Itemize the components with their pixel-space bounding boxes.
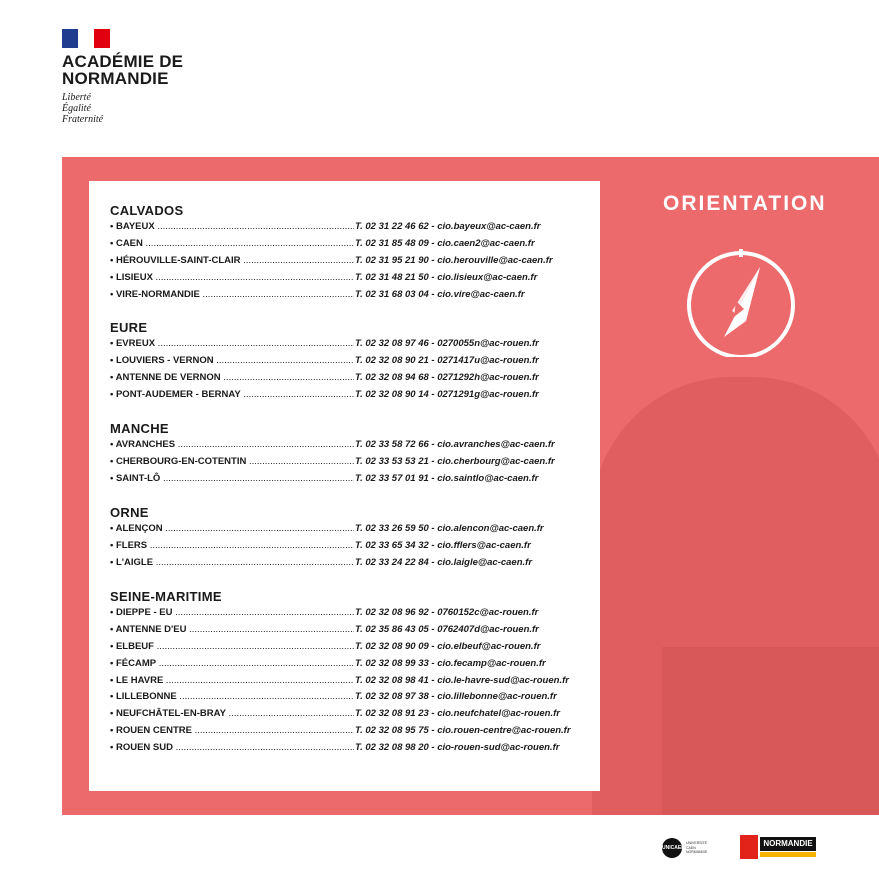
section-title: MANCHE (110, 421, 169, 436)
section-calvados (110, 203, 580, 303)
cio-directory-card (89, 181, 600, 791)
list-item: • LISIEUX ..... T. 02 31 48 21 50 - cio.lisieux@ac-caen.fr (110, 270, 580, 287)
list-item: • EVREUX ..... T. 02 32 08 97 46 - 0270055n@ac-rouen.fr (110, 336, 580, 353)
list-item: • ELBEUF ..... T. 02 32 08 90 09 - cio.elbeuf@ac-rouen.fr (110, 639, 580, 656)
compass-icon (672, 237, 812, 357)
list-item: • PONT-AUDEMER - BERNAY ..... T. 02 32 08 90 14 - 0271291g@ac-rouen.fr (110, 387, 580, 404)
section-manche (110, 421, 580, 488)
section-orne (110, 505, 580, 572)
list-item: • LILLEBONNE ..... T. 02 32 08 97 38 - cio.lillebonne@ac-rouen.fr (110, 689, 580, 706)
list-item: • DIEPPE - EU ..... T. 02 32 08 96 92 - 0760152c@ac-rouen.fr (110, 605, 580, 622)
list-item: • BAYEUX ..... T. 02 31 22 46 62 - cio.bayeux@ac-caen.fr (110, 219, 580, 236)
section-title: CALVADOS (110, 203, 184, 218)
institution-name: ACADÉMIE DE NORMANDIE (62, 52, 184, 88)
list-item: • ROUEN SUD ..... T. 02 32 08 98 20 - cio-rouen-sud@ac-rouen.fr (110, 740, 580, 757)
section-title: ORNE (110, 505, 149, 520)
region-emblem-icon (740, 835, 758, 859)
list-item: • VIRE-NORMANDIE ..... T. 02 31 68 03 04 - cio.vire@ac-caen.fr (110, 287, 580, 304)
list-item: • AVRANCHES ..... T. 02 33 58 72 66 - cio.avranches@ac-caen.fr (110, 437, 580, 454)
marianne-flag-icon (62, 29, 110, 48)
list-item: • FLERS ..... T. 02 33 65 34 32 - cio.fflers@ac-caen.fr (110, 538, 580, 555)
list-item: • LE HAVRE ..... T. 02 32 08 98 41 - cio.le-havre-sud@ac-rouen.fr (110, 673, 580, 690)
unicaen-mark: UNICAEN (662, 838, 682, 858)
list-item: • LOUVIERS - VERNON ..... T. 02 32 08 90 21 - 0271417u@ac-rouen.fr (110, 353, 580, 370)
list-item: • ROUEN CENTRE ..... T. 02 32 08 95 75 - cio.rouen-centre@ac-rouen.fr (110, 723, 580, 740)
list-item: • CHERBOURG-EN-COTENTIN ..... T. 02 33 53 53 21 - cio.cherbourg@ac-caen.fr (110, 454, 580, 471)
region-normandie-logo (740, 835, 816, 859)
section-title: SEINE-MARITIME (110, 589, 222, 604)
list-item: • ALENÇON ..... T. 02 33 26 59 50 - cio.alencon@ac-caen.fr (110, 521, 580, 538)
region-label: NORMANDIE (760, 837, 816, 851)
list-item: • FÉCAMP ..... T. 02 32 08 99 33 - cio.fecamp@ac-rouen.fr (110, 656, 580, 673)
list-item: • CAEN ..... T. 02 31 85 48 09 - cio.caen2@ac-caen.fr (110, 236, 580, 253)
banner-title: ORIENTATION (663, 192, 827, 215)
section-title: EURE (110, 320, 148, 335)
republic-motto: Liberté Égalité Fraternité (62, 92, 104, 125)
list-item: • NEUFCHÂTEL-EN-BRAY ..... T. 02 32 08 91 23 - cio.neufchatel@ac-rouen.fr (110, 706, 580, 723)
list-item: • L'AIGLE ..... T. 02 33 24 22 84 - cio.laigle@ac-caen.fr (110, 555, 580, 572)
list-item: • ANTENNE DE VERNON ..... T. 02 32 08 94 68 - 0271292h@ac-rouen.fr (110, 370, 580, 387)
list-item: • ANTENNE D'EU ..... T. 02 35 86 43 05 - 0762407d@ac-rouen.fr (110, 622, 580, 639)
list-item: • SAINT-LÔ ..... T. 02 33 57 01 91 - cio.saintlo@ac-caen.fr (110, 471, 580, 488)
section-eure (110, 320, 580, 404)
section-seine-maritime (110, 589, 580, 757)
list-item: • HÉROUVILLE-SAINT-CLAIR ..... T. 02 31 95 21 90 - cio.herouville@ac-caen.fr (110, 253, 580, 270)
